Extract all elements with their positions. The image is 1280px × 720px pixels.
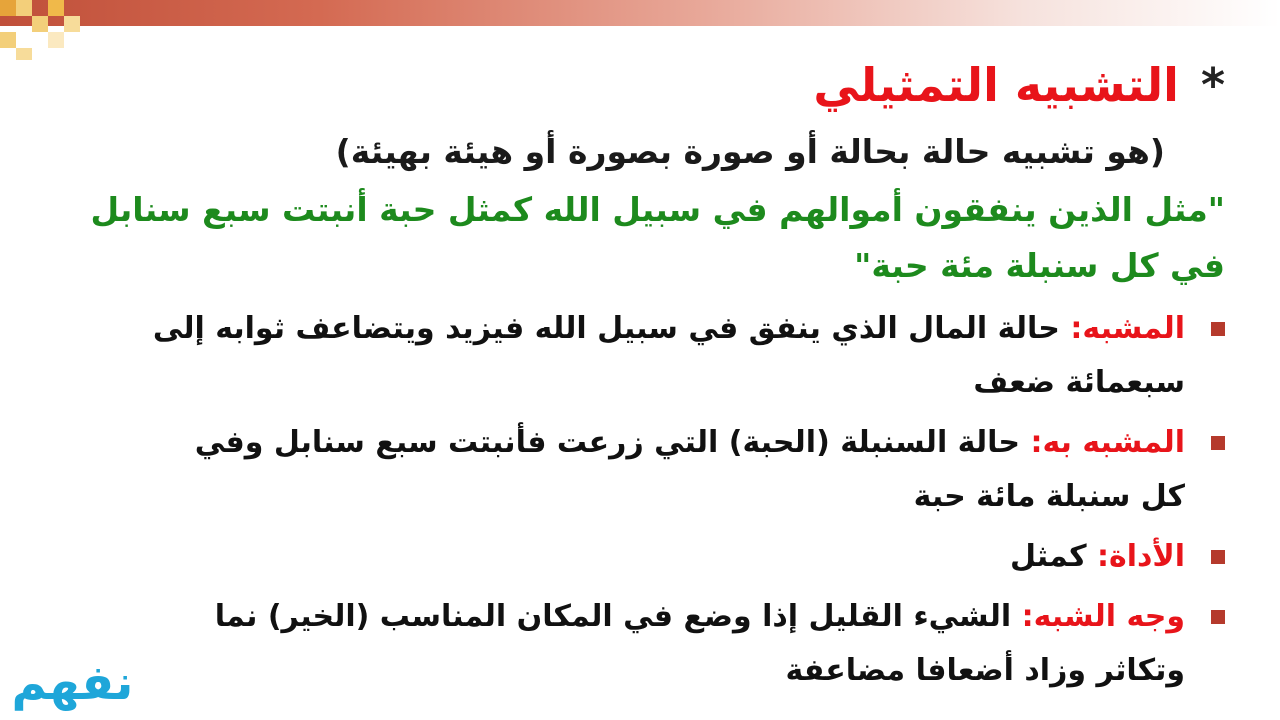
bullet-term: المشبه: [1070, 311, 1185, 346]
top-decorative-band [0, 0, 1280, 26]
bullet-text: كمثل [1009, 539, 1087, 574]
bullet-square-icon [1211, 322, 1225, 336]
bullet-term: الأداة: [1096, 539, 1185, 574]
verse-line-1: "مثل الذين ينفقون أموالهم في سبيل الله كمثل حبة أنبتت سبع سنابل [90, 190, 1225, 229]
bullet-text: الشيء القليل إذا وضع في المكان المناسب (الخير) نما [214, 599, 1012, 634]
nafham-logo: نفهم [11, 655, 134, 711]
bullet-item-mushabbah-bih [20, 416, 1225, 524]
bullet-text-continued: كل سنبلة مائة حبة [913, 479, 1185, 514]
title-star: * [1200, 58, 1225, 112]
bullet-item-adat [20, 530, 1225, 584]
bullet-term: وجه الشبه: [1021, 599, 1185, 634]
quran-verse [20, 182, 1225, 294]
verse-line-2: في كل سنبلة مئة حبة" [854, 246, 1225, 285]
bullet-text-continued: سبعمائة ضعف [973, 365, 1185, 400]
bullet-list [20, 302, 1225, 698]
bullet-term: المشبه به: [1030, 425, 1185, 460]
bullet-text: حالة المال الذي ينفق في سبيل الله فيزيد ويتضاعف ثوابه إلى [152, 311, 1060, 346]
slide-content [20, 50, 1225, 700]
bullet-text-continued: وتكاثر وزاد أضعافا مضاعفة [785, 653, 1185, 688]
slide-title [20, 50, 1225, 120]
definition-text: (هو تشبيه حالة بحالة أو صورة بصورة أو هيئة بهيئة) [335, 132, 1165, 171]
title-text: التشبيه التمثيلي [813, 58, 1179, 112]
bullet-text: حالة السنبلة (الحبة) التي زرعت فأنبتت سبع سنابل وفي [194, 425, 1021, 460]
bullet-item-mushabbah [20, 302, 1225, 410]
bullet-square-icon [1211, 550, 1225, 564]
bullet-square-icon [1211, 610, 1225, 624]
bullet-item-wajh-alshabah [20, 590, 1225, 698]
bullet-square-icon [1211, 436, 1225, 450]
